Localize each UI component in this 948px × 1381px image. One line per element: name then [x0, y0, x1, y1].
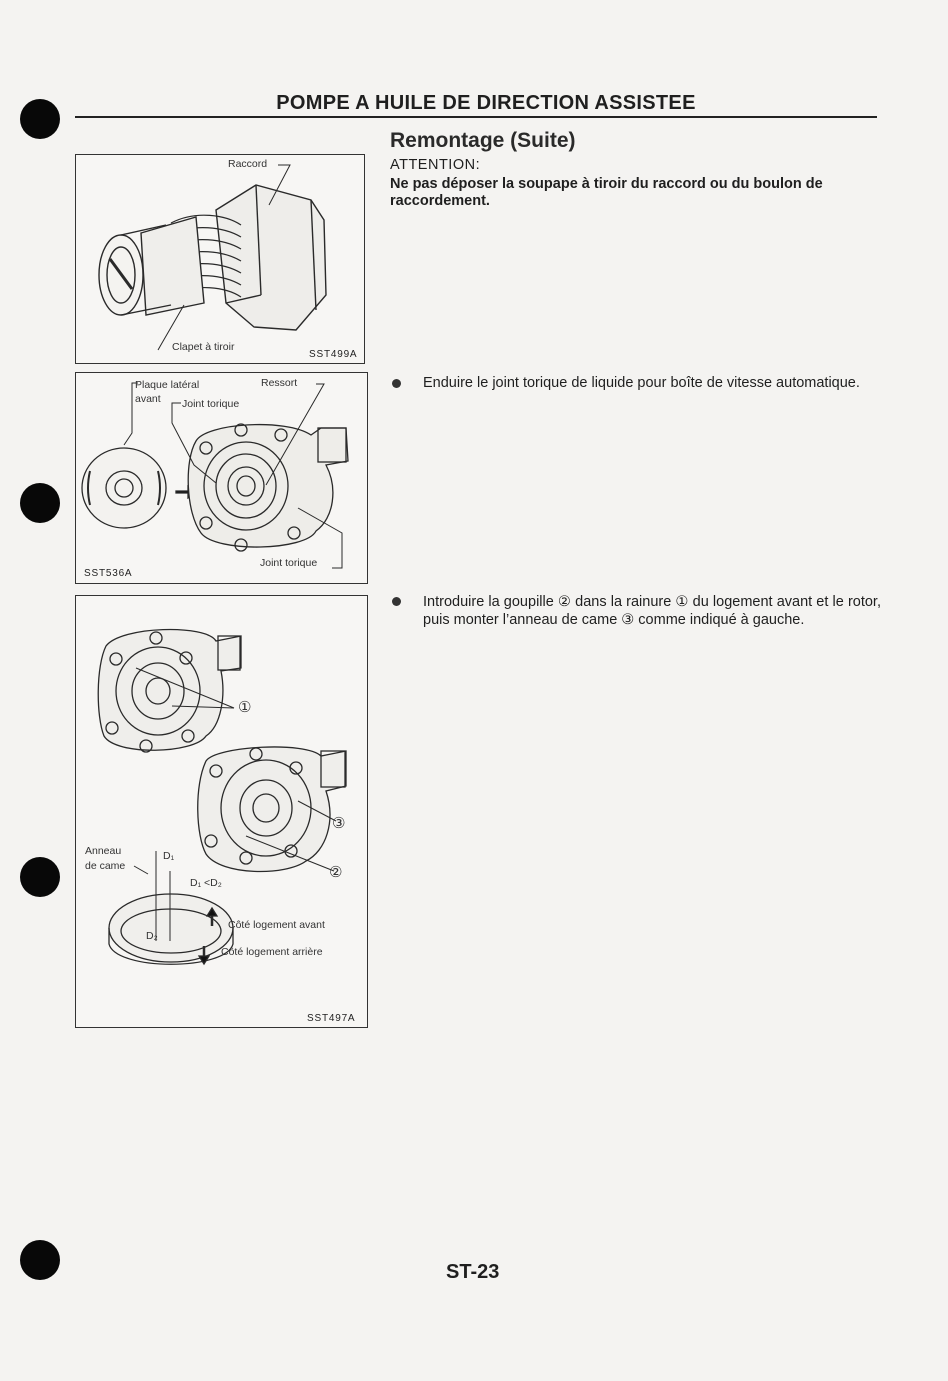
- page-header: [75, 90, 877, 118]
- step-1-text: Enduire le joint torique de liquide pour boîte de vitesse automatique.: [423, 375, 860, 391]
- attention-label: ATTENTION:: [390, 157, 481, 173]
- marker-1: ①: [238, 699, 252, 716]
- binder-hole-1: [20, 99, 60, 139]
- step-2-text: Introduire la goupille ② dans la rainure ① du logement avant et le rotor, puis monter l’anneau de came ③ comme indiqué à gauche.: [423, 594, 881, 628]
- bullet-2: [392, 597, 401, 606]
- label-cote-arriere: Côté logement arrière: [221, 946, 323, 958]
- figure-code-3: SST497A: [307, 1013, 356, 1024]
- attention-text: Ne pas déposer la soupape à tiroir du raccord ou du boulon de raccordement.: [390, 176, 823, 209]
- figure-code-1: SST499A: [309, 349, 358, 360]
- figure-code-2: SST536A: [84, 568, 133, 579]
- binder-hole-2: [20, 483, 60, 523]
- label-plaque-2: avant: [135, 393, 161, 405]
- binder-hole-4: [20, 1240, 60, 1280]
- figure-anneau-came: [75, 595, 368, 1028]
- cam-ring-illustration: [76, 596, 367, 1027]
- label-cote-avant: Côté logement avant: [228, 919, 325, 931]
- label-joint-bottom: Joint torique: [260, 557, 318, 569]
- label-d2: D₂: [146, 930, 158, 942]
- label-plaque-1: Plaque latéral: [135, 379, 200, 391]
- marker-3: ③: [332, 815, 346, 832]
- label-d1: D₁: [163, 850, 175, 862]
- bullet-1: [392, 379, 401, 388]
- section-title: Remontage (Suite): [390, 129, 576, 152]
- label-joint-top: Joint torique: [182, 398, 240, 410]
- label-d-compare: D₁ <D₂: [190, 877, 222, 889]
- label-anneau-2: de came: [85, 860, 126, 872]
- marker-2: ②: [329, 864, 343, 881]
- label-anneau-1: Anneau: [85, 845, 122, 857]
- label-clapet: Clapet à tiroir: [172, 341, 235, 353]
- binder-hole-3: [20, 857, 60, 897]
- figure-joint-torique: [75, 372, 368, 584]
- figure-raccord: [75, 154, 365, 364]
- raccord-illustration: [76, 155, 364, 363]
- page-number: ST-23: [446, 1261, 500, 1283]
- label-ressort: Ressort: [261, 377, 298, 389]
- label-raccord: Raccord: [228, 158, 268, 170]
- header-title: POMPE A HUILE DE DIRECTION ASSISTEE: [276, 92, 696, 114]
